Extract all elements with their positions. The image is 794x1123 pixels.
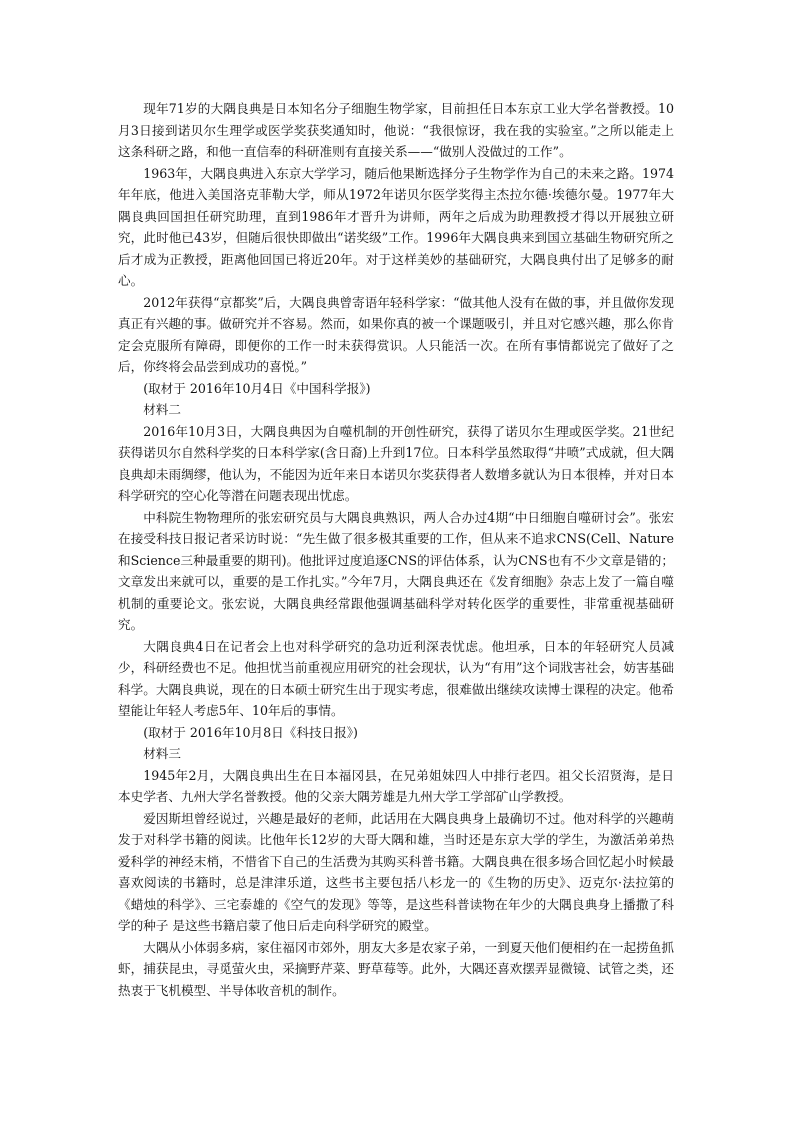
paragraph-childhood: 大隅从小体弱多病，家住福冈市郊外，朋友大多是农家子弟，一到夏天他们便相约在一起捞鱼抓虾，捕获昆虫，寻觅萤火虫，采摘野芹菜、野草莓等。此外，大隅还喜欢摆弄显微镜、试管之类，还热衷于飞机模型、半导体收音机的制作。 [118, 939, 674, 998]
paragraph-concerns: 大隅良典4日在记者会上也对科学研究的急功近利深表忧虑。他坦承，日本的年轻研究人员减少，科研经费也不足。他担忧当前重视应用研究的社会现状，认为“有用”这个词戕害社会，妨害基础科学。大隅良典说，现在的日本硕士研究生出于现实考虑，很难做出继续攻读博士课程的决定。他希望能让年轻人考虑5年、10年后的事情。 [118, 638, 674, 718]
paragraph-interest: 爱因斯坦曾经说过，兴趣是最好的老师，此话用在大隅良典身上最确切不过。他对科学的兴趣萌发于对科学书籍的阅读。比他年长12岁的大哥大隅和雄，当时还是东京大学的学生，为激活弟弟热爱科学的神经末梢，不惜省下自己的生活费为其购买科普书籍。大隅良典在很多场合回忆起小时候最喜欢阅读的书籍时，总是津津乐道，这些书主要包括八杉龙一的《生物的历史》、迈克尔·法拉第的《蜡烛的科学》、三宅泰雄的《空气的发现》等等，是这些科普读物在年少的大隅良典身上播撒了科学的种子 是这些书籍启蒙了他日后走向科学研究的殿堂。 [118, 810, 674, 933]
paragraph-kyoto-prize: 2012年获得“京都奖”后，大隅良典曾寄语年轻科学家：“做其他人没有在做的事，并且做你发现真正有兴趣的事。做研究并不容易。然而，如果你真的被一个课题吸引，并且对它感兴趣，那么你肯定会克服所有障碍，即便你的工作一时未获得赏识。人只能活一次。在所有事情都说完了做好了之后，你终将会品尝到成功的喜悦。” [118, 294, 674, 374]
paragraph-intro: 现年71岁的大隅良典是日本知名分子细胞生物学家，目前担任日本东京工业大学名誉教授。10月3日接到诺贝尔生理学或医学奖获奖通知时，他说：“我很惊讶，我在我的实验室。”之所以能走上这条科研之路，和他一直信奉的科研准则有直接关系——“做别人没做过的工作”。 [118, 101, 674, 159]
paragraph-career: 1963年，大隅良典进入东京大学学习，随后他果断选择分子生物学作为自己的未来之路。1974年年底，他进入美国洛克菲勒大学，师从1972年诺贝尔医学奖得主杰拉尔德·埃德尔曼。1977年大隅良典回国担任研究助理，直到1986年才晋升为讲师，两年之后成为助理教授才得以开展独立研究，此时他已43岁，但随后很快即做出“诺奖级”工作。1996年大隅良典来到国立基础生物研究所之后才成为正教授，距离他回国已将近20年。对于这样美妙的基础研究，大隅良典付出了足够多的耐心。 [118, 165, 674, 288]
paragraph-zhang-hong: 中科院生物物理所的张宏研究员与大隅良典熟识，两人合办过4期“中日细胞自噬研讨会”。张宏在接受科技日报记者采访时说：“先生做了很多极其重要的工作，但从来不追求CNS(Cell、Nature和Science三种最重要的期刊)。他批评过度追逐CNS的评估体系，认为CNS也有不少文章是错的；文章发出来就可以，重要的是工作扎实。”今年7月，大隅良典还在《发育细胞》杂志上发了一篇自噬机制的重要论文。张宏说，大隅良典经常跟他强调基础科学对转化医学的重要性，非常重视基础研究。 [118, 509, 674, 632]
paragraph-nobel: 2016年10月3日，大隅良典因为自噬机制的开创性研究，获得了诺贝尔生理或医学奖。21世纪获得诺贝尔自然科学奖的日本科学家(含日裔)上升到17位。日本科学虽然取得“井喷”式成就，但大隅良典却未雨绸缪，他认为，不能因为近年来日本诺贝尔奖获得者人数增多就认为日本很棒，并对日本科学研究的空心化等潜在问题表现出忧虑。 [118, 423, 674, 503]
section-heading-2: 材料二 [143, 402, 181, 417]
source-note-2: (取材于 2016年10月8日《科技日报》) [143, 724, 358, 740]
section-heading-3: 材料三 [143, 746, 181, 761]
paragraph-birth: 1945年2月，大隅良典出生在日本福冈县，在兄弟姐妹四人中排行老四。祖父长沼贤海，是日本史学者、九州大学名誉教授。他的父亲大隅芳雄是九州大学工学部矿山学教授。 [118, 767, 674, 804]
source-note-1: (取材于 2016年10月4日《中国科学报》) [143, 380, 371, 396]
document-body [118, 98, 674, 1001]
